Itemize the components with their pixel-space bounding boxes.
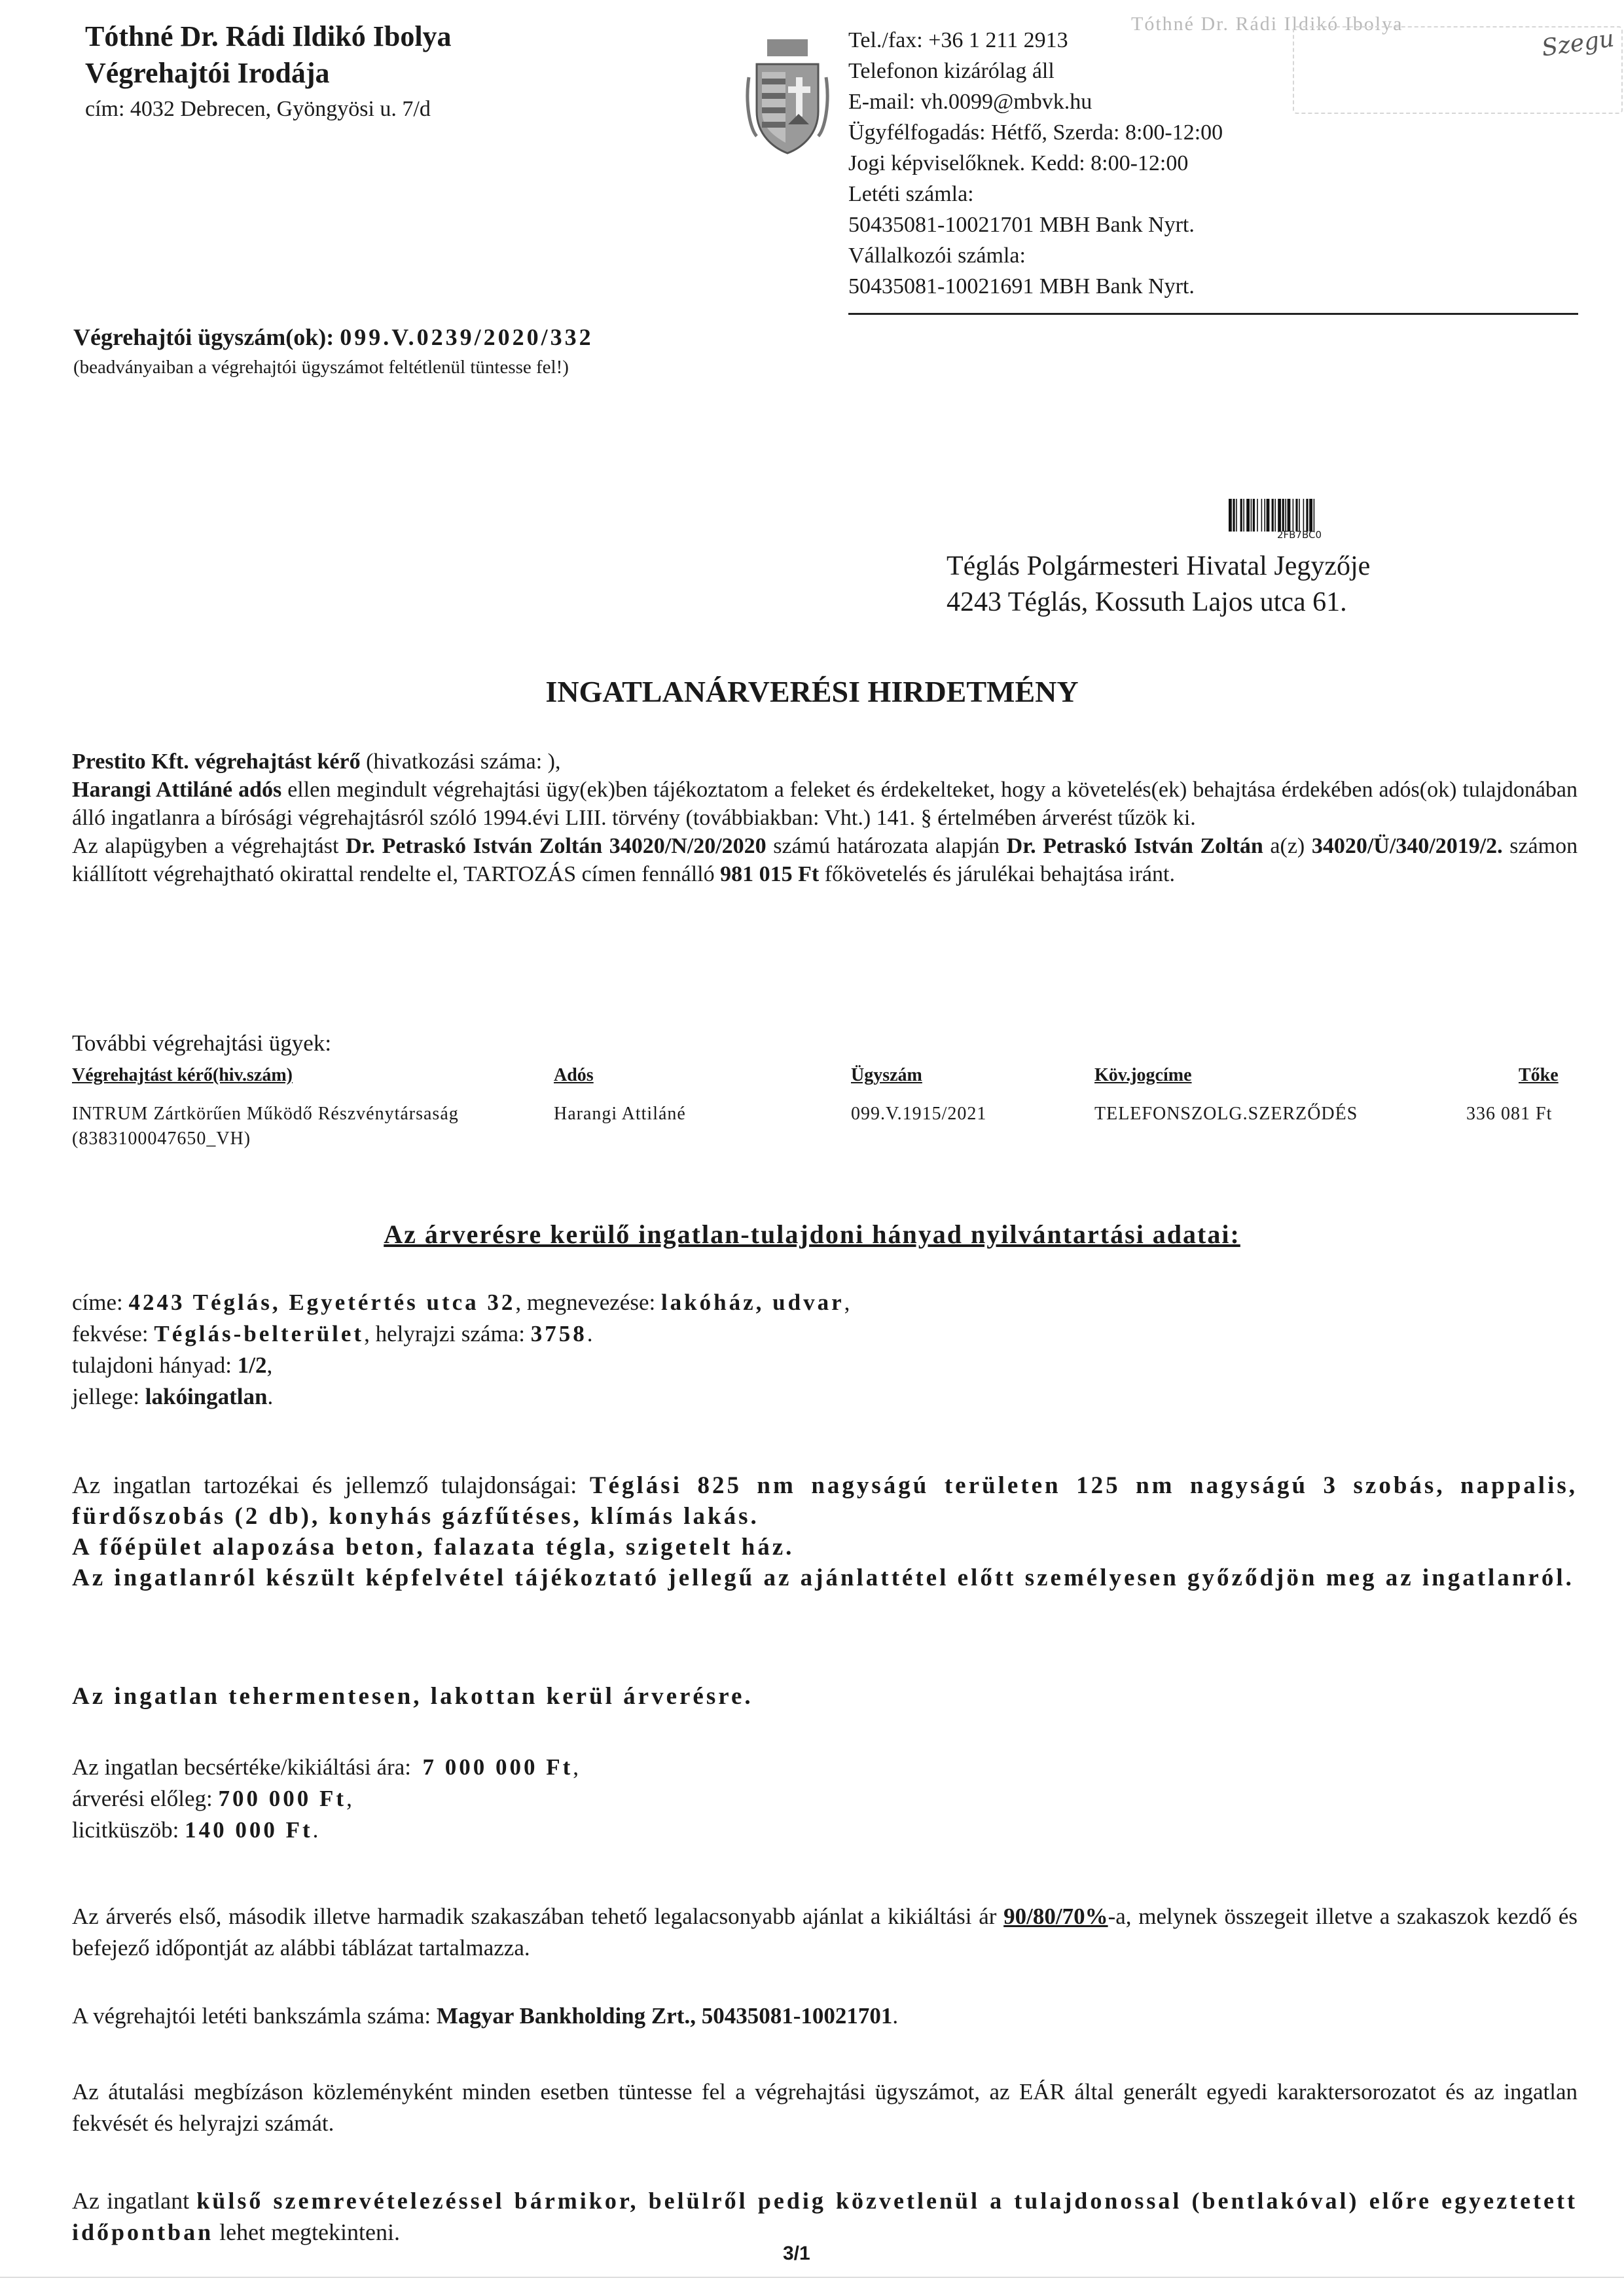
row-capital: 336 081 Ft [1466, 1104, 1553, 1124]
row-claim: TELEFONSZOLG.SZERZŐDÉS [1094, 1104, 1358, 1124]
row-creditor-ref: (8383100047650_VH) [72, 1129, 251, 1149]
recipient-name: Téglás Polgármesteri Hivatal Jegyzője [947, 551, 1371, 581]
document-number: 34020/Ü/340/2019/2. [1311, 834, 1503, 858]
business-account-label: Vállalkozói számla: [848, 244, 1026, 268]
property-data [72, 1287, 850, 1413]
barcode-text: 2FB7BC0 [1276, 529, 1322, 541]
office-title: Végrehajtói Irodája [85, 57, 330, 89]
decision-number: 34020/N/20/2020 [609, 834, 767, 858]
col-header-debtor: Adós [554, 1065, 594, 1085]
basis-text-b: számú határozata alapján [773, 834, 1000, 858]
judge-name-2: Dr. Petraskó István Zoltán [1006, 834, 1263, 858]
viewing-a: Az ingatlant [72, 2188, 190, 2214]
recipient-address [947, 549, 1370, 621]
type-label: jellege: [72, 1384, 140, 1409]
office-address: cím: 4032 Debrecen, Gyöngyösi u. 7/d [85, 97, 431, 121]
creditor-ref: (hivatkozási száma: ), [366, 750, 561, 774]
property-type: lakóingatlan [145, 1384, 268, 1409]
property-name: lakóház, udvar [660, 1290, 844, 1315]
header-divider [848, 313, 1578, 315]
features-lead: Az ingatlan tartozékai és jellemző tulajdonságai: [72, 1472, 577, 1499]
name-label: , megnevezése: [515, 1290, 656, 1315]
bank-account: A végrehajtói letéti bankszámla száma: Magyar Bankholding Zrt., 50435081-10021701. [72, 2003, 899, 2029]
col-header-claim: Köv.jogcíme [1094, 1065, 1192, 1085]
case-number-label: Végrehajtói ügyszám(ok): [73, 324, 334, 350]
step-row: licitküszöb: 140 000 Ft. [72, 1817, 319, 1843]
case-number-note: (beadványaiban a végrehajtói ügyszámot feltétlenül tüntesse fel!) [73, 357, 569, 378]
viewing-text [72, 2185, 1578, 2248]
deposit-account-number: 50435081-10021701 MBH Bank Nyrt. [848, 213, 1195, 237]
features-photo-note [72, 1563, 1578, 1593]
property-type-row: jellege: lakóingatlan. [72, 1384, 274, 1409]
deposit-account-label: Letéti számla: [848, 182, 974, 206]
debtor-name: Harangi Attiláné [72, 778, 233, 802]
features-desc [72, 1470, 1578, 1532]
step-value: 140 000 Ft [185, 1817, 313, 1843]
document-title: INGATLANÁRVERÉSI HIRDETMÉNY [545, 675, 1079, 708]
case-number-line [73, 323, 594, 351]
share-label: tulajdoni hányad: [72, 1352, 232, 1378]
bank-account-label: A végrehajtói letéti bankszámla száma: [72, 2003, 431, 2029]
basis-text-d: számon kiállított végrehajtható okirattal rendelte el, TARTOZÁS címen fennálló [72, 834, 1578, 886]
deposit-value: 700 000 Ft [218, 1786, 347, 1811]
contact-lawyer-hours: Jogi képviselőknek. Kedd: 8:00-12:00 [848, 151, 1189, 175]
property-share-row: tulajdoni hányad: 1/2, [72, 1352, 273, 1378]
col-header-capital: Tőke [1519, 1065, 1559, 1085]
viewing-b: külső szemrevételezéssel bármikor, belülről pedig közvetlenül a tulajdonossal (bentlakóval) előre egyeztetett időpontban [72, 2188, 1578, 2245]
property-lot: 3758 [530, 1321, 587, 1346]
col-header-case-no: Ügyszám [851, 1065, 922, 1085]
viewing-info [72, 2185, 1578, 2248]
office-name: Tóthné Dr. Rádi Ildikó Ibolya [85, 20, 452, 52]
col-header-creditor: Végrehajtást kérő(hiv.szám) [72, 1065, 293, 1085]
features-building [72, 1532, 1578, 1563]
debtor-role: adós [238, 778, 282, 802]
estimate-label: Az ingatlan becsértéke/kikiáltási ára: [72, 1754, 411, 1780]
signature: Szegu [1540, 25, 1616, 62]
deposit-row: árverési előleg: 700 000 Ft, [72, 1786, 352, 1811]
viewing-c: lehet megtekinteni. [219, 2219, 401, 2245]
row-case-no: 099.V.1915/2021 [851, 1104, 987, 1124]
transfer-text: Az átutalási megbízáson közleményként minden esetben tüntesse fel a végrehajtási ügyszámot, az EÁR által generált egyedi karaktersorozatot és az ingatlan fekvését és helyrajzi számát. [72, 2079, 1578, 2136]
features-building-text: A főépület alapozása beton, falazata tégla, szigetelt ház. [72, 1534, 795, 1561]
contact-email: E-mail: vh.0099@mbvk.hu [848, 90, 1092, 114]
claim-amount: 981 015 Ft [720, 862, 820, 886]
bid-rules-a: Az árverés első, második illetve harmadik szakaszában tehető legalacsonyabb ajánlat a kikiáltási ár [72, 1904, 997, 1929]
transfer-note [72, 2076, 1578, 2139]
intro-body: ellen megindult végrehajtási ügy(ek)ben tájékoztatom a feleket és érdekelteket, hogy a követelés(ek) behajtása érdekében adós(ok) tulajdonában álló ingatlanra a bírósági végrehajtásról szóló 1994.évi LIII. törvény (továbbiakban: Vht.) 141. § értelmében árverést tűzök ki. [72, 778, 1578, 830]
estimate-row: Az ingatlan becsértéke/kikiáltási ára: 7 000 000 Ft, [72, 1754, 579, 1780]
location-label: fekvése: [72, 1321, 149, 1346]
contact-phone: Tel./fax: +36 1 211 2913 [848, 28, 1068, 52]
property-address-row: címe: 4243 Téglás, Egyetértés utca 32, megnevezése: lakóház, udvar, [72, 1290, 850, 1315]
prices [72, 1752, 579, 1846]
barcode [1229, 499, 1370, 532]
property-address: 4243 Téglás, Egyetértés utca 32 [128, 1290, 516, 1315]
creditor-role: végrehajtást kérő [194, 750, 361, 774]
row-debtor: Harangi Attiláné [554, 1104, 686, 1124]
basis-text-c: a(z) [1270, 834, 1305, 858]
section-title: Az árverésre kerülő ingatlan-tulajdoni hányad nyilvántartási adatai: [384, 1220, 1240, 1249]
creditor-name: Prestito Kft. [72, 750, 189, 774]
deposit-label: árverési előleg: [72, 1786, 213, 1811]
further-cases-title: További végrehajtási ügyek: [72, 1030, 332, 1056]
judge-name: Dr. Petraskó István Zoltán [345, 834, 603, 858]
page-bottom-edge [0, 2277, 1624, 2278]
property-features [72, 1470, 1578, 1593]
bid-percentages: 90/80/70% [1003, 1904, 1108, 1929]
case-number: 099.V.0239/2020/332 [340, 324, 594, 350]
business-account-number: 50435081-10021691 MBH Bank Nyrt. [848, 274, 1195, 298]
basis-text-e: főkövetelés és járulékai behajtása iránt. [824, 862, 1175, 886]
row-creditor: INTRUM Zártkörűen Működő Részvénytársaság [72, 1104, 459, 1124]
address-label: címe: [72, 1290, 123, 1315]
property-location: Téglás-belterület [154, 1321, 365, 1346]
bank-account-value: Magyar Bankholding Zrt., 50435081-10021701 [436, 2003, 893, 2029]
page-number: 3/1 [783, 2243, 810, 2264]
lot-label: , helyrajzi száma: [364, 1321, 525, 1346]
intro-text [72, 776, 1578, 832]
occupancy-status: Az ingatlan tehermentesen, lakottan kerül árverésre. [72, 1683, 753, 1710]
contact-hours: Ügyfélfogadás: Hétfő, Szerda: 8:00-12:00 [848, 120, 1223, 145]
contact-phone-note: Telefonon kizárólag áll [848, 59, 1055, 83]
table-row [72, 1102, 459, 1151]
features-text: Téglási 825 nm nagyságú területen 125 nm nagyságú 3 szobás, nappalis, fürdőszobás (2 db), konyhás gázfűtéses, klímás lakás. [72, 1472, 1578, 1530]
bid-rules-text [72, 1901, 1578, 1964]
bid-rules [72, 1901, 1578, 1964]
basis-text-a: Az alapügyben a végrehajtást [72, 834, 339, 858]
step-label: licitküszöb: [72, 1817, 179, 1843]
basis-text [72, 832, 1578, 888]
estimate-value: 7 000 000 Ft [422, 1754, 573, 1780]
bid-rules-b: -a, melynek összegeit illetve a szakaszok kezdő és befejező időpontját az alábbi táblázat tartalmazza. [72, 1904, 1578, 1961]
office-header [85, 18, 452, 92]
coat-of-arms-icon [745, 38, 830, 156]
property-share: 1/2 [237, 1352, 267, 1378]
intro-paragraph [72, 748, 1578, 888]
stamp-text: Tóthné Dr. Rádi Ildikó Ibolya [1131, 13, 1403, 35]
recipient-street: 4243 Téglás, Kossuth Lajos utca 61. [947, 587, 1347, 617]
property-location-row: fekvése: Téglás-belterület, helyrajzi száma: 3758. [72, 1321, 593, 1346]
intro-creditor-line [72, 748, 1578, 776]
features-photo-text: Az ingatlanról készült képfelvétel tájékoztató jellegű az ajánlattétel előtt személyesen győződjön meg az ingatlanról. [72, 1564, 1574, 1591]
